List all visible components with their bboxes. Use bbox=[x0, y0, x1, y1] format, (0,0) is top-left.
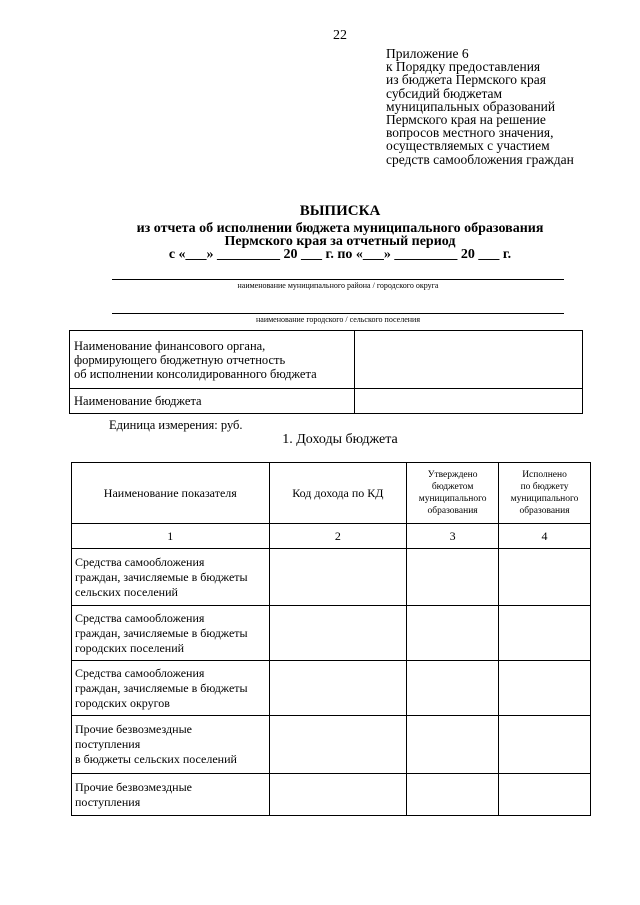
column-number: 2 bbox=[269, 524, 407, 549]
district-caption: наименование муниципального района / городского округа bbox=[237, 281, 439, 290]
row-label-line: поступления bbox=[75, 737, 141, 751]
appendix-line: вопросов местного значения, bbox=[386, 125, 554, 141]
income-code-cell[interactable] bbox=[269, 549, 407, 606]
header-line: бюджетом bbox=[431, 482, 474, 492]
row-label-line: городских поселений bbox=[75, 640, 185, 655]
header-approved bbox=[407, 463, 499, 524]
district-fill-line[interactable] bbox=[112, 279, 564, 280]
header-executed bbox=[499, 463, 591, 524]
unit-of-measure: Единица измерения: руб. bbox=[109, 418, 243, 432]
executed-cell[interactable] bbox=[499, 549, 591, 606]
subtitle-line: Пермского края за отчетный период bbox=[224, 234, 456, 249]
row-label-line: городских округов bbox=[75, 695, 170, 710]
row-label-line: Прочие безвозмездные bbox=[75, 779, 192, 794]
row-label bbox=[72, 606, 270, 661]
row-label bbox=[72, 774, 270, 816]
income-code-cell[interactable] bbox=[269, 606, 407, 661]
executed-cell[interactable] bbox=[499, 606, 591, 661]
approved-cell[interactable] bbox=[407, 661, 499, 716]
reporting-period-line: с «___» _________ 20 ___ г. по «___» _________ 20 ___ г. bbox=[168, 247, 512, 262]
income-code-cell[interactable] bbox=[269, 774, 407, 816]
executed-cell[interactable] bbox=[499, 716, 591, 774]
header-line: Исполнено bbox=[522, 470, 567, 480]
info-row bbox=[70, 389, 583, 414]
income-code-cell[interactable] bbox=[269, 661, 407, 716]
appendix-line: осуществляемых с участием bbox=[386, 138, 550, 154]
header-line: образования bbox=[427, 506, 478, 516]
table-row bbox=[72, 606, 591, 661]
row-label-line: Средства самообложения bbox=[75, 610, 205, 625]
row-label bbox=[72, 716, 270, 774]
finance-authority-value[interactable] bbox=[355, 331, 583, 389]
column-number: 4 bbox=[499, 524, 591, 549]
executed-cell[interactable] bbox=[499, 661, 591, 716]
document-subtitle bbox=[0, 222, 640, 261]
label-line: Наименование бюджета bbox=[74, 394, 202, 408]
finance-authority-label bbox=[70, 331, 355, 389]
page-number: 22 bbox=[333, 28, 347, 43]
column-number-row bbox=[72, 524, 591, 549]
appendix-line: субсидий бюджетам bbox=[386, 85, 503, 101]
document-title: ВЫПИСКА bbox=[299, 203, 381, 219]
column-number: 1 bbox=[72, 524, 270, 549]
row-label-line: Прочие безвозмездные bbox=[75, 722, 192, 736]
table-header-row bbox=[72, 463, 591, 524]
row-label bbox=[72, 661, 270, 716]
info-row bbox=[70, 331, 583, 389]
appendix-line: к Порядку предоставления bbox=[386, 59, 541, 75]
income-code-cell[interactable] bbox=[269, 716, 407, 774]
appendix-line: муниципальных образований bbox=[386, 98, 556, 114]
approved-cell[interactable] bbox=[407, 774, 499, 816]
budget-name-label bbox=[70, 389, 355, 414]
appendix-line: Приложение 6 bbox=[386, 46, 469, 61]
row-label-line: граждан, зачисляемые в бюджеты bbox=[75, 625, 248, 640]
income-table bbox=[71, 462, 591, 816]
row-label-line: поступления bbox=[75, 794, 141, 809]
approved-cell[interactable] bbox=[407, 716, 499, 774]
row-label-line: сельских поселений bbox=[75, 584, 178, 599]
section-title: 1. Доходы бюджета bbox=[282, 432, 398, 447]
label-line: об исполнении консолидированного бюджета bbox=[74, 366, 317, 381]
row-label-line: граждан, зачисляемые в бюджеты bbox=[75, 680, 248, 695]
subtitle-line: из отчета об исполнении бюджета муниципального образования bbox=[136, 221, 544, 236]
appendix-note bbox=[386, 47, 574, 166]
row-label-line: в бюджеты сельских поселений bbox=[75, 752, 237, 766]
appendix-line: из бюджета Пермского края bbox=[386, 72, 546, 88]
label-line: формирующего бюджетную отчетность bbox=[74, 352, 286, 367]
approved-cell[interactable] bbox=[407, 606, 499, 661]
settlement-caption: наименование городского / сельского поселения bbox=[255, 315, 421, 324]
row-label-line: Средства самообложения bbox=[75, 554, 205, 569]
settlement-fill-line[interactable] bbox=[112, 313, 564, 314]
appendix-line: средств самообложения граждан bbox=[386, 151, 574, 167]
column-number: 3 bbox=[407, 524, 499, 549]
header-line: по бюджету bbox=[520, 482, 569, 492]
header-indicator-name: Наименование показателя bbox=[72, 463, 270, 524]
label-line: Наименование финансового органа, bbox=[74, 338, 266, 353]
budget-name-value[interactable] bbox=[355, 389, 583, 414]
table-row bbox=[72, 549, 591, 606]
header-line: муниципального bbox=[418, 494, 487, 504]
table-row bbox=[72, 774, 591, 816]
header-line: муниципального bbox=[510, 494, 579, 504]
executed-cell[interactable] bbox=[499, 774, 591, 816]
approved-cell[interactable] bbox=[407, 549, 499, 606]
header-line: Утверждено bbox=[427, 470, 478, 480]
info-table bbox=[69, 330, 583, 414]
appendix-line: Пермского края на решение bbox=[386, 112, 546, 128]
row-label-line: Средства самообложения bbox=[75, 665, 205, 680]
row-label-line: граждан, зачисляемые в бюджеты bbox=[75, 569, 248, 584]
table-row bbox=[72, 716, 591, 774]
header-income-code: Код дохода по КД bbox=[269, 463, 407, 524]
header-line: образования bbox=[519, 506, 570, 516]
row-label bbox=[72, 549, 270, 606]
table-row bbox=[72, 661, 591, 716]
